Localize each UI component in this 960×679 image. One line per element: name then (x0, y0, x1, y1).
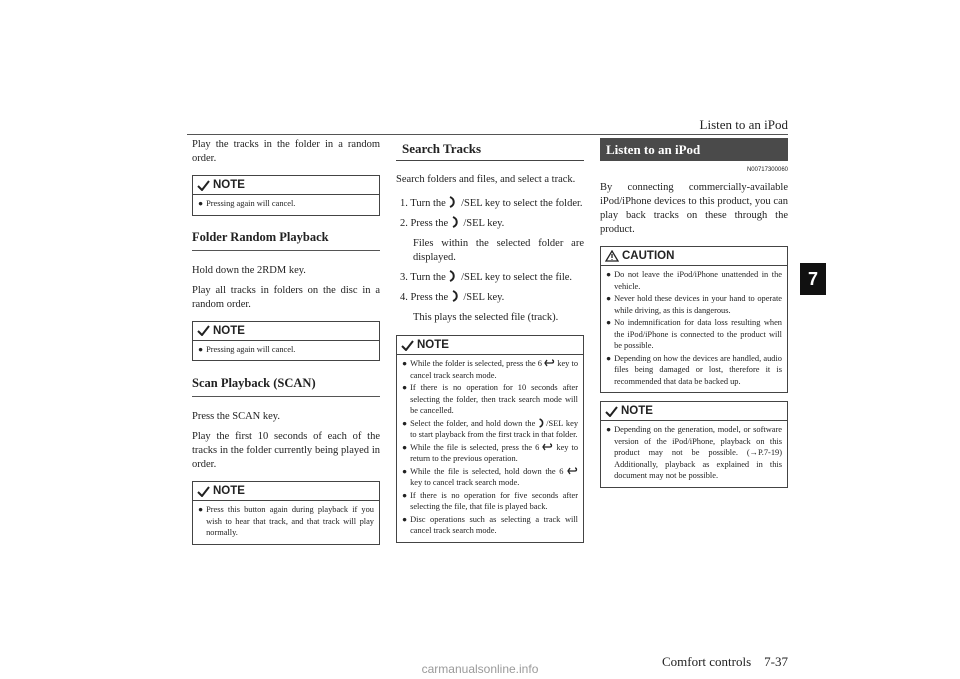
tune-knob-icon (448, 196, 458, 208)
note-item: ● Depending on the generation, model, or software version of the iPod/iPhone, playback on this product may not be possible. (→P.7-19) Additionally, playback as explained in this document may not be possible. (606, 425, 782, 480)
return-arrow-icon (542, 443, 553, 452)
bullet-icon: ● (402, 466, 408, 476)
bullet-icon: ● (606, 425, 612, 434)
section-heading-scan: Scan Playback (SCAN) (192, 376, 316, 390)
section-heading-listen-ipod: Listen to an iPod (600, 138, 788, 161)
note-header (193, 176, 379, 195)
bullet-icon: ● (606, 318, 612, 327)
page-number: 7-37 (764, 654, 788, 669)
note-label: NOTE (621, 405, 653, 417)
note-label: NOTE (417, 339, 449, 351)
note-item: ● Pressing again will cancel. (198, 199, 296, 208)
note-label: NOTE (213, 324, 245, 337)
paragraph: By connecting commercially-available iPod/iPhone devices to this product, you can play back tracks on these through the product. (600, 182, 788, 235)
note-label: NOTE (213, 179, 245, 191)
paragraph: Press the SCAN key. (192, 411, 280, 422)
caution-item: ● Depending on how the devices are handled, audio files being damaged or lost, therefore it is recommended that data be backed up. (606, 353, 782, 386)
check-note-icon (197, 325, 210, 336)
note-box-2 (192, 321, 380, 362)
column-1 (192, 138, 380, 545)
bullet-icon: ● (198, 505, 204, 514)
caution-item: ● Never hold these devices in your hand to operate while driving, as this is dangerous. (606, 294, 782, 315)
bullet-icon: ● (198, 199, 204, 208)
paragraph: Hold down the 2RDM key. (192, 264, 306, 276)
tune-knob-icon (538, 418, 546, 428)
warning-triangle-icon (605, 250, 619, 262)
note-item: ● Disc operations such as selecting a track will cancel track search mode. (402, 514, 578, 535)
section-heading-search-tracks: Search Tracks (402, 141, 482, 156)
section-rule (396, 160, 584, 161)
note-box-ipod (600, 401, 788, 488)
note-header (397, 336, 583, 355)
step-2: 2. Press the /SEL key. (400, 218, 505, 229)
tune-knob-icon (451, 290, 461, 302)
intro-text: Play the tracks in the folder in a random order. (192, 139, 380, 164)
section-rule (192, 396, 380, 397)
tune-knob-icon (448, 270, 458, 282)
caution-label: CAUTION (622, 250, 675, 262)
tune-knob-icon (451, 216, 461, 228)
check-note-icon (605, 406, 618, 417)
paragraph: Play the first 10 seconds of each of the tracks in the folder currently being played in order. (192, 431, 380, 470)
step-4-detail: This plays the selected file (track). (413, 312, 559, 323)
check-note-icon (197, 180, 210, 191)
bullet-icon: ● (606, 294, 612, 303)
steps-list (396, 196, 584, 325)
bullet-icon: ● (402, 514, 408, 524)
bullet-icon: ● (402, 490, 408, 500)
note-header (601, 402, 787, 421)
bullet-icon: ● (606, 270, 612, 279)
column-2 (396, 138, 584, 543)
paragraph: Search folders and files, and select a track. (396, 174, 576, 185)
bullet-icon: ● (402, 418, 408, 428)
bullet-icon: ● (402, 383, 408, 392)
document-code: N00717300060 (746, 167, 788, 173)
note-item: ● Pressing again will cancel. (198, 344, 296, 354)
note-box-1 (192, 175, 380, 216)
bullet-icon: ● (198, 344, 204, 354)
note-item: ● Press this button again during playback if you wish to hear that track, and that track will play normally. (198, 505, 374, 537)
section-rule (192, 250, 380, 251)
step-4: 4. Press the /SEL key. (400, 292, 505, 303)
note-box-search (396, 335, 584, 543)
note-header (193, 322, 379, 341)
note-item: ● While the folder is selected, press the 6 key to cancel track search mode. (402, 359, 579, 380)
note-item: ● If there is no operation for 10 seconds after selecting the folder, then track search mode will be cancelled. (402, 383, 578, 415)
check-note-icon (197, 486, 210, 497)
note-item: ● While the file is selected, hold down the 6 key to cancel track search mode. (402, 466, 578, 489)
bullet-icon: ● (402, 359, 408, 368)
note-label: NOTE (213, 485, 245, 497)
column-3 (600, 138, 788, 488)
note-item: ● While the file is selected, press the 6 key to return to the previous operation. (402, 442, 579, 463)
caution-item: ● No indemnification for data loss resulting when the iPod/iPhone is connected to the product will be possible. (606, 318, 782, 350)
header-rule (187, 134, 788, 135)
step-1: 1. Turn the /SEL key to select the folder. (400, 198, 583, 209)
return-arrow-icon (567, 467, 578, 476)
caution-item: ● Do not leave the iPod/iPhone unattended in the vehicle. (606, 270, 782, 291)
step-3: 3. Turn the /SEL key to select the file. (400, 272, 573, 283)
note-item: ● Select the folder, and hold down the /SEL key to start playback from the first track in that folder. (402, 418, 579, 439)
note-item: ● If there is no operation for five seconds after selecting the file, that file is played back. (402, 490, 578, 511)
bullet-icon: ● (606, 353, 612, 363)
note-header (193, 482, 379, 501)
section-heading-folder-random: Folder Random Playback (192, 229, 329, 244)
footer-section: Comfort controls (661, 654, 752, 669)
note-box-3 (192, 481, 380, 545)
caution-header (601, 247, 787, 266)
return-arrow-icon (544, 359, 555, 368)
running-header-title: Listen to an iPod (699, 117, 788, 132)
caution-box (600, 246, 788, 393)
chapter-tab[interactable]: 7 (800, 263, 826, 295)
watermark: carmanualsonline.info (421, 662, 539, 676)
bullet-icon: ● (402, 442, 408, 452)
paragraph: Play all tracks in folders on the disc in a random order. (192, 284, 380, 310)
step-2-detail: Files within the selected folder are displayed. (413, 238, 584, 263)
check-note-icon (401, 340, 414, 351)
